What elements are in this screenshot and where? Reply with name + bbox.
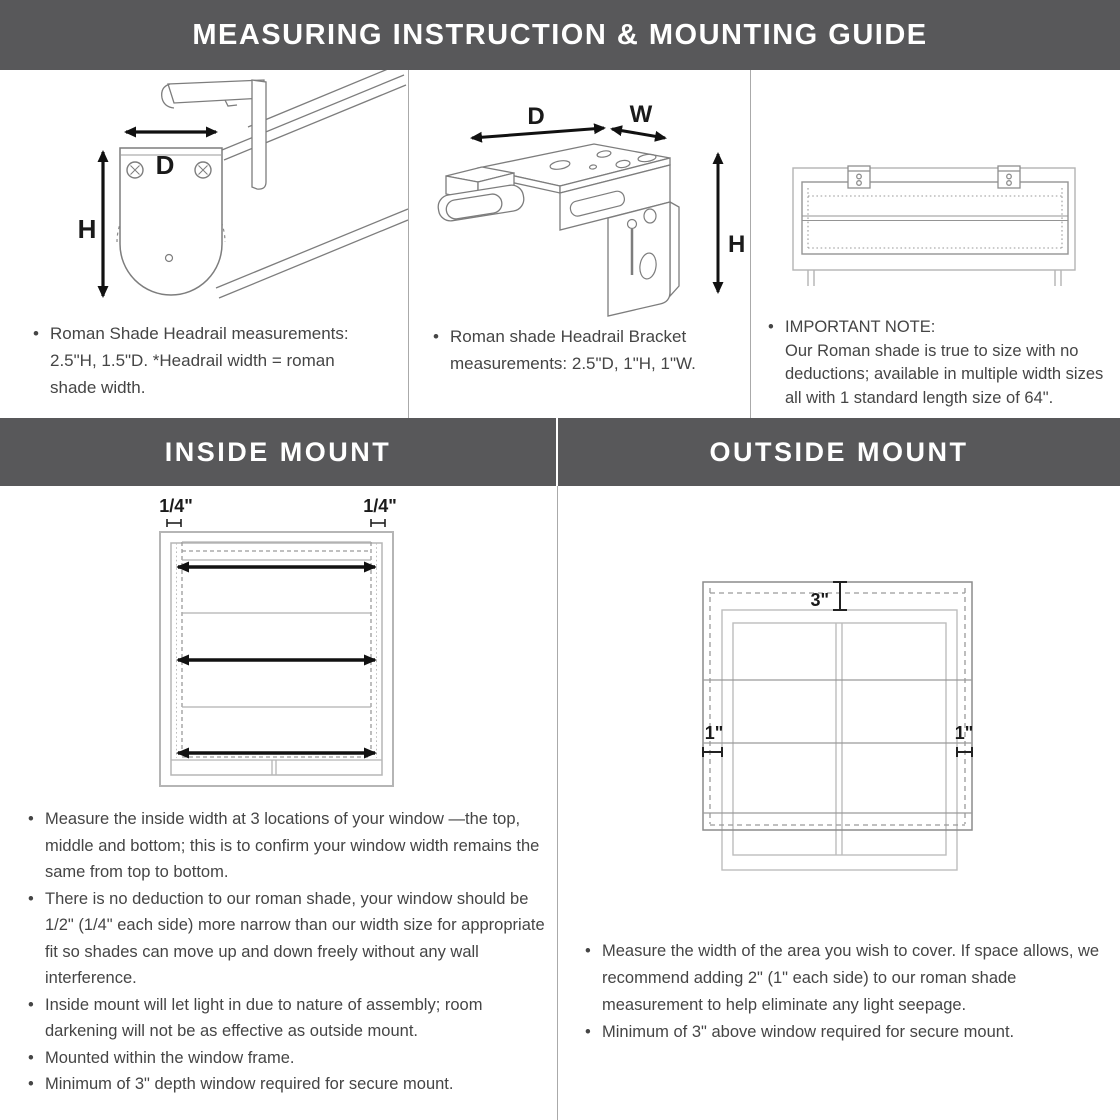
right-gap-label: 1/4" — [363, 496, 397, 516]
page-header — [0, 0, 1120, 70]
side-overlap-brackets — [703, 747, 972, 757]
bracket-note-text: Roman shade Headrail Bracket measurements: 2.5"D, 1"H, 1"W. — [450, 327, 696, 373]
left-gap-label: 1/4" — [159, 496, 193, 516]
shade-fold-lines — [703, 680, 972, 813]
bullet-marker: • — [28, 1048, 34, 1067]
headrail-rail-lines — [216, 70, 408, 298]
bracket-width-label: W — [629, 101, 653, 128]
important-note — [768, 316, 1120, 410]
bracket-width-arrow — [612, 129, 665, 138]
instruction-text: Minimum of 3" above window required for secure mount. — [602, 1023, 1015, 1041]
top-gap-bracket — [833, 582, 847, 610]
shade-outline — [703, 582, 972, 830]
outside-mount-diagram — [557, 548, 1120, 893]
bracket-height-label: H — [728, 231, 746, 258]
bullet-marker: • — [768, 318, 774, 336]
outside-mount-title: OUTSIDE MOUNT — [709, 436, 969, 467]
instruction-text: Measure the width of the area you wish to cover. If space allows, we recommend adding 2" (1" each side) to our roman shade measurement to help eliminate any light seepage. — [602, 942, 1100, 1014]
instruction-bullet — [28, 806, 546, 886]
left-overlap-label: 1" — [704, 723, 724, 743]
bracket-depth-label: D — [527, 103, 545, 130]
height-label: H — [77, 214, 97, 244]
inside-mount-title: INSIDE MOUNT — [164, 436, 392, 467]
inside-mount-diagram — [0, 490, 557, 802]
bracket-note — [433, 323, 743, 377]
headrail-note — [33, 320, 375, 401]
inside-mount-instructions — [28, 806, 546, 1098]
instruction-bullet — [28, 1045, 546, 1072]
bullet-marker: • — [28, 995, 34, 1014]
instruction-text: There is no deduction to our roman shade, your window should be 1/2" (1/4" each side) more narrow than our width size for appropriate fit so shades can move up and down freely without any wall interference. — [45, 889, 545, 987]
gap-tick-marks — [167, 519, 385, 527]
important-note-title: IMPORTANT NOTE: — [785, 318, 936, 336]
instruction-bullet — [28, 992, 546, 1045]
headrail-note-text: Roman Shade Headrail measurements: 2.5"H, 1.5"D. *Headrail width = roman shade width. — [50, 324, 349, 397]
note-item — [768, 316, 1120, 410]
bullet-marker: • — [433, 327, 439, 346]
window-frame — [722, 610, 957, 870]
instruction-bullet — [585, 938, 1113, 1019]
mounted-legs — [808, 270, 1061, 286]
depth-label: D — [155, 150, 175, 180]
bullet-marker: • — [28, 889, 34, 908]
instruction-bullet — [28, 886, 546, 992]
instruction-bullet — [28, 1071, 546, 1098]
page-title: MEASURING INSTRUCTION & MOUNTING GUIDE — [192, 18, 928, 51]
instruction-bullet — [585, 1019, 1113, 1046]
note-item — [433, 323, 743, 377]
important-note-body: Our Roman shade is true to size with no deductions; available in multiple width sizes all with 1 standard length size of 64". — [785, 341, 1104, 407]
mounted-rail — [802, 182, 1068, 254]
top-gap-label: 3" — [810, 590, 829, 610]
bullet-marker: • — [33, 324, 39, 343]
bullet-marker: • — [28, 810, 34, 828]
instruction-text: Mounted within the window frame. — [45, 1048, 295, 1067]
inside-mount-header — [0, 418, 556, 486]
note-item — [33, 320, 375, 401]
bullet-marker: • — [585, 1023, 591, 1041]
instruction-text: Inside mount will let light in due to nature of assembly; room darkening will not be as effective as outside mount. — [45, 995, 483, 1040]
bullet-marker: • — [28, 1075, 34, 1093]
outside-mount-instructions — [585, 938, 1113, 1046]
instruction-text: Minimum of 3" depth window required for secure mount. — [45, 1075, 454, 1093]
right-overlap-label: 1" — [954, 723, 974, 743]
outside-mount-header — [558, 418, 1120, 486]
bullet-marker: • — [585, 942, 591, 960]
instruction-text: Measure the inside width at 3 locations of your window —the top, middle and bottom; this is to confirm your window width remains the same from top to bottom. — [45, 810, 540, 881]
